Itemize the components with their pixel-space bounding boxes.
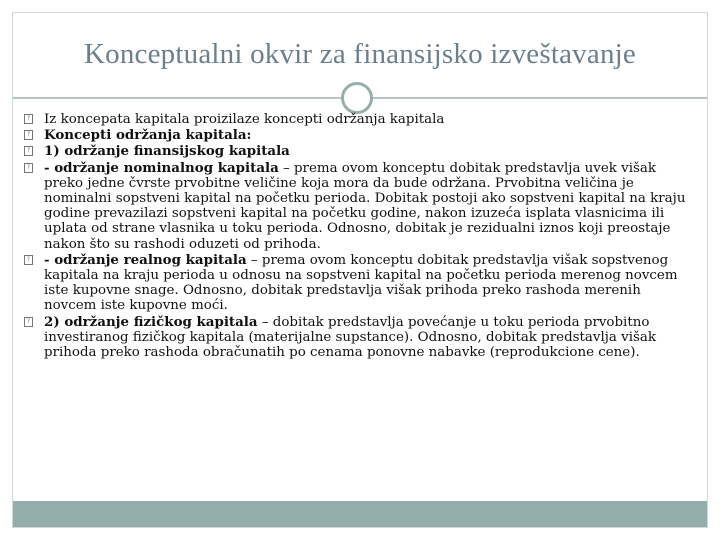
item-text: – prema ovom konceptu dobitak predstavlja višak sopstvenog kapitala na kraju perioda u odnosu na sopstveni kapital na početku perioda merenog novcem iste kupovne snage. Odnosno, dobitak predstavlja višak prihoda preko rashoda merenih novcem iste kupovne moći.	[44, 252, 678, 314]
item-text: – prema ovom konceptu dobitak predstavlja uvek višak preko jedne čvrste prvobitne veličine koja mora da bude održana. Prvobitna veličina je nominalni sopstveni kapital na početku perioda. Dobitak postoji ako sopstveni kapital na kraju godine prevazilazi sopstveni kapital na početku godine, nakon izuzeća isplata vlasnicima ili uplata od strane vlasnika u toku perioda. Odnosno, dobitak je rezidualni iznos koji preostaje nakon što su rashodi oduzeti od prihoda.	[44, 160, 686, 252]
list-item	[24, 315, 696, 361]
circle-ornament-icon	[341, 82, 373, 114]
item-bold-text: - održanje realnog kapitala	[44, 251, 247, 268]
slide-title: Konceptualni okvir za finansijsko izveštavanje	[84, 38, 636, 70]
bullet-icon: ?	[24, 317, 33, 327]
bullet-icon: ?	[24, 146, 33, 156]
bullet-icon: ?	[24, 114, 33, 124]
item-bold-text: - održanje nominalnog kapitala	[44, 159, 279, 176]
list-item	[24, 144, 696, 159]
item-text: Iz koncepata kapitala proizilaze koncepti održanja kapitala	[44, 112, 445, 127]
list-item	[24, 128, 696, 143]
item-bold-text: 1) održanje finansijskog kapitala	[44, 143, 290, 160]
list-item	[24, 253, 696, 314]
item-text: – dobitak predstavlja povećanje u toku perioda prvobitno investiranog fizičkog kapitala (materijalne supstance). Odnosno, dobitak predstavlja višak prihoda preko rashoda obračunatih po cenama ponovne nabavke (reprodukcione cene).	[44, 314, 656, 361]
bullet-icon: ?	[24, 255, 33, 265]
item-bold-text: Koncepti održanja kapitala:	[44, 127, 252, 144]
footer-bar	[13, 501, 707, 527]
item-bold-text: 2) održanje fizičkog kapitala	[44, 313, 258, 330]
bullet-icon: ?	[24, 163, 33, 173]
bullet-icon: ?	[24, 130, 33, 140]
bullet-list	[24, 112, 696, 361]
list-item	[24, 112, 696, 127]
list-item	[24, 161, 696, 252]
